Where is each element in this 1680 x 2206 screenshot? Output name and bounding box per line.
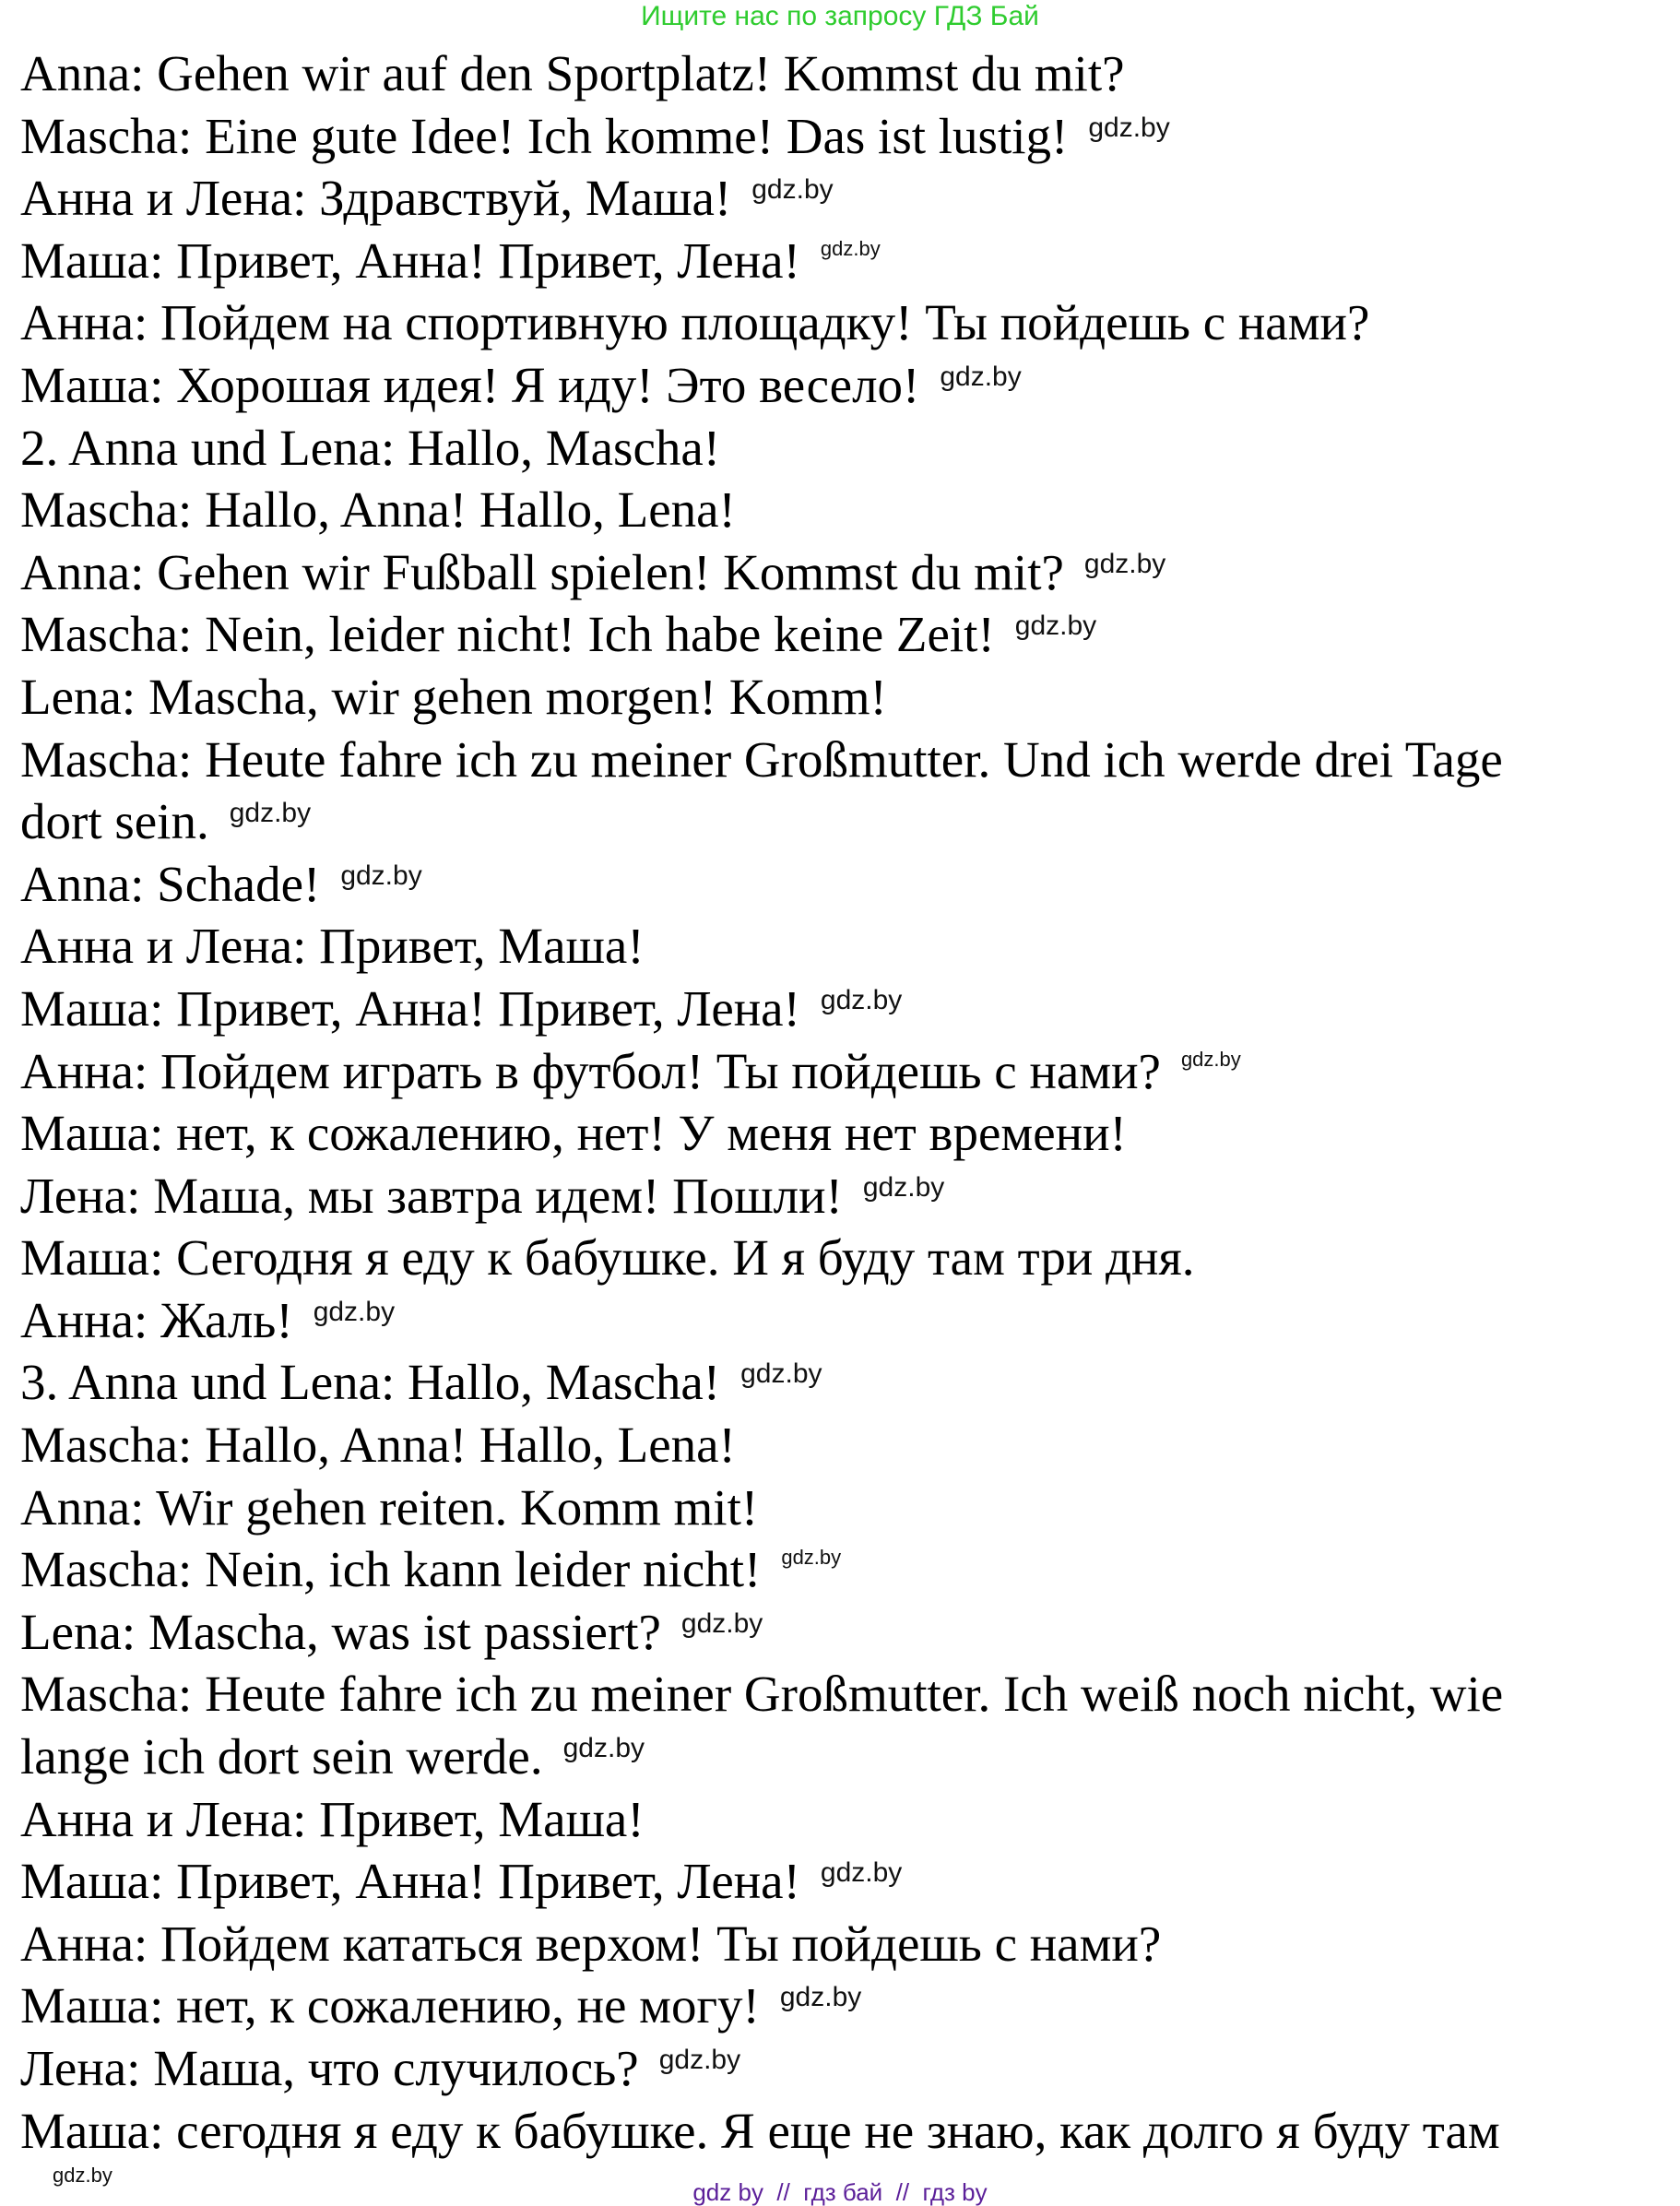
dialogue-line xyxy=(20,978,1680,1040)
dialogue-line-text: Lena: Mascha, was ist passiert? xyxy=(20,1603,661,1660)
dialogue-line-text: Mascha: Nein, leider nicht! Ich habe keine Zeit! xyxy=(20,606,995,663)
watermark: gdz.by xyxy=(340,860,422,891)
watermark: gdz.by xyxy=(1014,611,1097,642)
dialogue-line-text: Mascha: Eine gute Idee! Ich komme! Das ist lustig! xyxy=(20,107,1069,164)
dialogue-line-text: Лена: Маша, что случилось? xyxy=(20,2040,639,2096)
exercise-text xyxy=(20,42,1680,2162)
dialogue-line-text: Anna: Wir gehen reiten. Komm mit! xyxy=(20,1478,759,1536)
watermark: gdz.by xyxy=(1088,112,1170,143)
dialogue-line xyxy=(20,1538,1680,1601)
dialogue-line xyxy=(20,479,1680,541)
dialogue-line-text: Lena: Mascha, wir gehen morgen! Komm! xyxy=(20,668,887,725)
watermark: gdz.by xyxy=(313,1296,396,1327)
dialogue-line-text: Anna: Schade! xyxy=(20,855,321,912)
dialogue-line xyxy=(20,729,1680,791)
dialogue-line-text: Маша: Привет, Анна! Привет, Лена! xyxy=(20,231,800,289)
dialogue-line xyxy=(20,853,1680,916)
dialogue-line-text: Mascha: Nein, ich kann leider nicht! xyxy=(20,1541,762,1598)
dialogue-line xyxy=(20,1726,1680,1788)
dialogue-line xyxy=(20,1975,1680,2037)
dialogue-line xyxy=(20,1165,1680,1228)
watermark: gdz.by xyxy=(862,1171,945,1203)
dialogue-line xyxy=(20,354,1680,417)
dialogue-line xyxy=(20,417,1680,480)
dialogue-line-text: Маша: нет, к сожалению, нет! У меня нет времени! xyxy=(20,1105,1127,1162)
watermark: gdz.by xyxy=(781,1546,842,1570)
dialogue-line xyxy=(20,1913,1680,1975)
dialogue-line-text: Маша: Хорошая идея! Я иду! Это весело! xyxy=(20,356,920,413)
search-hint-banner: Ищите нас по запросу ГДЗ Бай xyxy=(641,1,1039,31)
dialogue-line-text: Anna: Gehen wir auf den Sportplatz! Kommst du mit? xyxy=(20,45,1125,101)
dialogue-line xyxy=(20,230,1680,292)
dialogue-line xyxy=(20,541,1680,604)
watermark: gdz.by xyxy=(680,1607,763,1639)
watermark: gdz.by xyxy=(820,236,881,260)
watermark: gdz.by xyxy=(53,2164,112,2187)
dialogue-line xyxy=(20,1788,1680,1851)
dialogue-line-text: Маша: Сегодня я еду к бабушке. И я буду там три дня. xyxy=(20,1229,1195,1287)
dialogue-line xyxy=(20,2100,1680,2163)
dialogue-line-text: Маша: сегодня я еду к бабушке. Я еще не знаю, как долго я буду там xyxy=(20,2102,1500,2159)
watermark: gdz.by xyxy=(751,174,834,206)
dialogue-line xyxy=(20,1102,1680,1165)
dialogue-line xyxy=(20,603,1680,666)
dialogue-line xyxy=(20,1289,1680,1352)
dialogue-line-text: Маша: Привет, Анна! Привет, Лена! xyxy=(20,979,800,1037)
dialogue-line-text: Anna: Gehen wir Fußball spielen! Kommst du mit? xyxy=(20,543,1064,600)
dialogue-line-text: Анна: Пойдем кататься верхом! Ты пойдешь с нами? xyxy=(20,1915,1162,1972)
dialogue-line-text: Анна: Жаль! xyxy=(20,1291,293,1348)
dialogue-line-text: Mascha: Heute fahre ich zu meiner Großmutter. Und ich werde drei Tage xyxy=(20,730,1503,788)
dialogue-line-text: Лена: Маша, мы завтра идем! Пошли! xyxy=(20,1167,843,1224)
dialogue-line-text: lange ich dort sein werde. xyxy=(20,1728,543,1785)
dialogue-line-text: Анна: Пойдем на спортивную площадку! Ты пойдешь с нами? xyxy=(20,294,1370,351)
dialogue-line-text: Анна и Лена: Привет, Маша! xyxy=(20,918,645,975)
dialogue-line xyxy=(20,167,1680,230)
dialogue-line xyxy=(20,42,1680,105)
dialogue-line-text: dort sein. xyxy=(20,793,209,850)
dialogue-line xyxy=(20,1850,1680,1913)
dialogue-line-text: Mascha: Hallo, Anna! Hallo, Lena! xyxy=(20,1417,736,1474)
watermark: gdz.by xyxy=(820,1857,903,1889)
dialogue-line xyxy=(20,1227,1680,1289)
dialogue-line xyxy=(20,1040,1680,1103)
watermark: gdz.by xyxy=(740,1358,822,1390)
watermark: gdz.by xyxy=(940,361,1022,392)
dialogue-line-text: Анна: Пойдем играть в футбол! Ты пойдешь с нами? xyxy=(20,1042,1161,1099)
dialogue-line-text: Маша: Привет, Анна! Привет, Лена! xyxy=(20,1853,800,1910)
dialogue-line xyxy=(20,1477,1680,1539)
dialogue-line-text: 3. Anna und Lena: Hallo, Mascha! xyxy=(20,1354,721,1411)
dialogue-line-text: Маша: нет, к сожалению, не могу! xyxy=(20,1977,760,2034)
dialogue-line-text: Mascha: Heute fahre ich zu meiner Großmutter. Ich weiß noch nicht, wie xyxy=(20,1666,1504,1723)
dialogue-line-text: Анна и Лена: Здравствуй, Маша! xyxy=(20,170,732,227)
watermark: gdz.by xyxy=(820,984,903,1015)
dialogue-line-text: Mascha: Hallo, Anna! Hallo, Lena! xyxy=(20,481,736,539)
dialogue-line xyxy=(20,1601,1680,1664)
dialogue-line xyxy=(20,105,1680,168)
watermark: gdz.by xyxy=(1083,548,1166,579)
dialogue-line-text: 2. Anna und Lena: Hallo, Mascha! xyxy=(20,419,721,476)
footer-links: gdz by // гдз бай // гдз by xyxy=(692,2178,988,2206)
dialogue-line xyxy=(20,1351,1680,1414)
dialogue-line xyxy=(20,1414,1680,1477)
dialogue-line xyxy=(20,1663,1680,1726)
dialogue-line xyxy=(20,2037,1680,2100)
dialogue-line xyxy=(20,790,1680,853)
watermark: gdz.by xyxy=(229,798,312,829)
dialogue-line xyxy=(20,666,1680,729)
watermark: gdz.by xyxy=(779,1982,862,2013)
dialogue-line-text: Анна и Лена: Привет, Маша! xyxy=(20,1790,645,1847)
watermark: gdz.by xyxy=(562,1733,645,1764)
dialogue-line xyxy=(20,291,1680,354)
dialogue-line xyxy=(20,915,1680,978)
watermark: gdz.by xyxy=(1180,1047,1241,1071)
watermark: gdz.by xyxy=(658,2045,741,2075)
